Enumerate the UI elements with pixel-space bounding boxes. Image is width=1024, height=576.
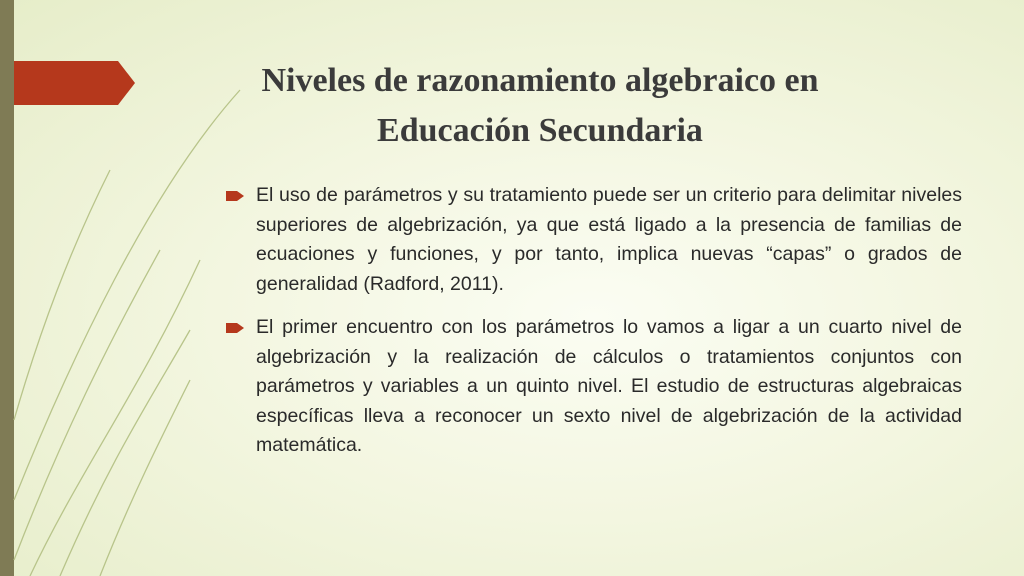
title-arrow-icon [14, 61, 135, 105]
bullet-text-1: El uso de parámetros y su tratamiento puede ser un criterio para delimitar niveles superiores de algebrización, ya que está ligado a la presencia de familias de ecuaciones y funciones, y por tanto, implica nuevas “capas” o grados de generalidad (Radford, 2011). [256, 184, 962, 295]
bullet-item-1 [224, 181, 962, 299]
title-line-1: Niveles de razonamiento algebraico en [261, 62, 819, 99]
bullet-list [224, 181, 962, 461]
bullet-text-2: El primer encuentro con los parámetros lo vamos a ligar a un cuarto nivel de algebrización y la realización de cálculos o tratamientos conjuntos con parámetros y variables a un quinto nivel. El estudio de estructuras algebraicas específicas lleva a reconocer un sexto nivel de algebrización de la actividad matemática. [256, 316, 962, 456]
deco-line [30, 260, 200, 576]
deco-line [14, 170, 110, 420]
deco-line [100, 380, 190, 576]
deco-line [60, 330, 190, 576]
deco-line [14, 250, 160, 560]
bullet-item-2 [224, 313, 962, 461]
title-line-2: Educación Secundaria [377, 112, 703, 149]
arrow-bullet-icon [226, 323, 244, 333]
slide-title [230, 56, 850, 156]
arrow-bullet-icon [226, 191, 244, 201]
